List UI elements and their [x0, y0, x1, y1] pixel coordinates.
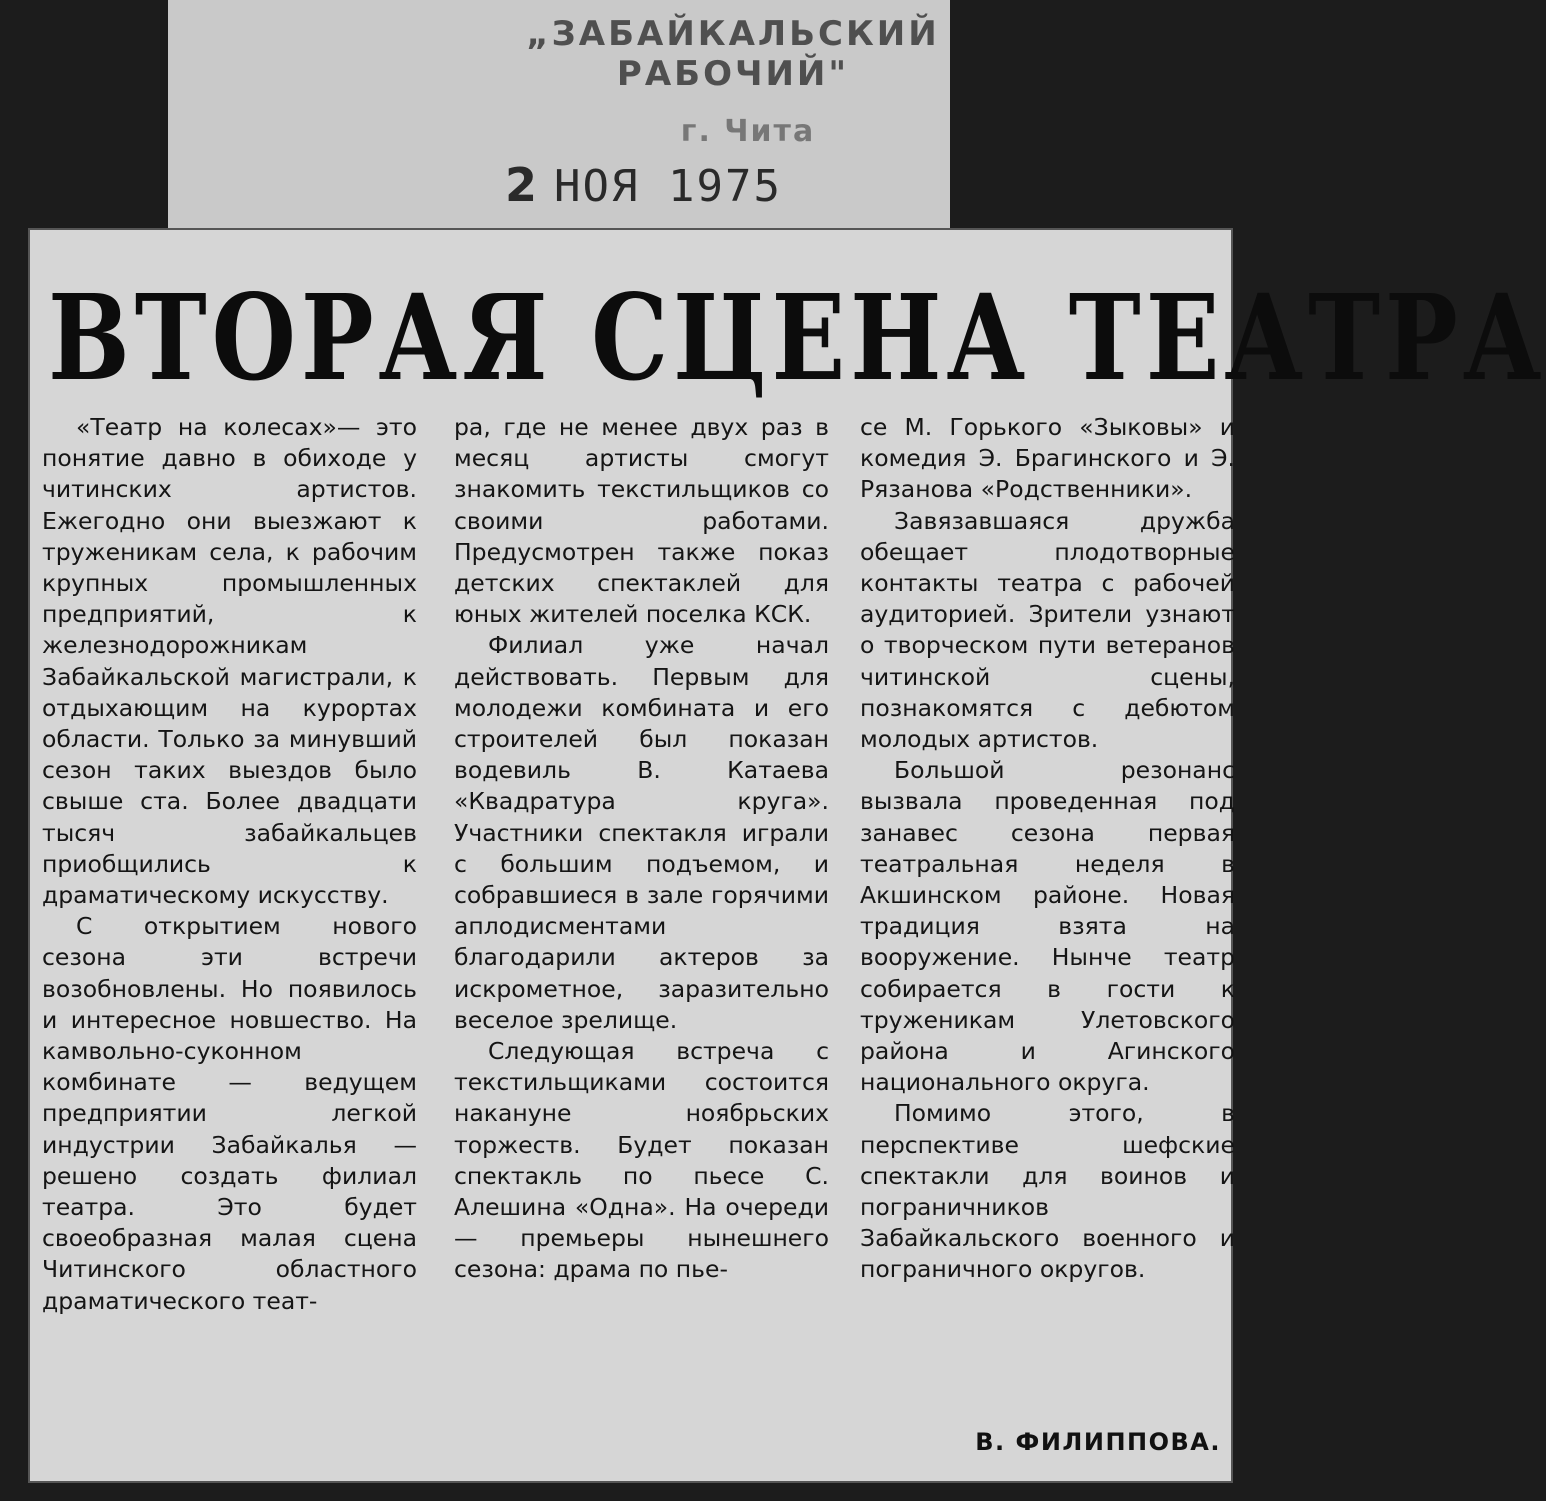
- article-paragraph-continued: ра, где не менее двух раз в месяц артисты смогут знакомить текстильщиков со своими работами. Предусмотрен также показ детских спектаклей для юных жителей поселка КСК.: [454, 413, 829, 629]
- newspaper-name: „ЗАБАЙКАЛЬСКИЙ РАБОЧИЙ": [526, 14, 940, 94]
- article-paragraph: Помимо этого, в перспективе шефские спектакли для воинов и пограничников Забайкальского военного и пограничного округов.: [860, 1099, 1235, 1284]
- article-headline: ВТОРАЯ СЦЕНА ТЕАТРА: [48, 268, 1546, 407]
- article-paragraph: Завязавшаяся дружба обещает плодотворные контакты театра с рабочей аудиторией. Зрители узнают о творческом пути ветеранов читинской сцены, познакомятся с дебютом молодых артистов.: [860, 506, 1235, 754]
- newspaper-stamp: [418, 14, 1018, 149]
- article-paragraph: Следующая встреча с текстильщиками состоится накануне ноябрьских торжеств. Будет показан спектакль по пьесе С. Алешина «Одна». На очереди — премьеры нынешнего сезона: драма по пье-: [454, 1037, 829, 1284]
- article-paragraph: Филиал уже начал действовать. Первым для молодежи комбината и его строителей был показан водевиль В. Катаева «Квадратура круга». Участники спектакля играли с большим подъемом, и собравшиеся в зале горячими аплодисментами благодарили актеров за искрометное, заразительно веселое зрелище.: [454, 631, 829, 1034]
- newspaper-clipping: [28, 228, 1546, 1483]
- archive-card: [168, 0, 950, 250]
- article-column-2: [454, 412, 829, 1286]
- newspaper-city: г. Чита: [680, 114, 816, 149]
- article-paragraph: С открытием нового сезона эти встречи возобновлены. Но появилось и интересное новшество. На камвольно-суконном комбинате — ведущем предприятии легкой индустрии Забайкалья — решено создать филиал театра. Это будет своеобразная малая сцена Читинского областного драматического теат-: [42, 912, 417, 1315]
- article-column-3: [860, 412, 1235, 1286]
- date-stamp-day: 2: [505, 158, 539, 212]
- article-byline: В. ФИЛИППОВА.: [975, 1428, 1221, 1456]
- article-paragraph-continued: се М. Горького «Зыковы» и комедия Э. Брагинского и Э. Рязанова «Родственники».: [860, 413, 1235, 504]
- date-stamp-month-year: НОЯ 1975: [554, 161, 782, 212]
- article-paragraph: Большой резонанс вызвала проведенная под занавес сезона первая театральная неделя в Акшинском районе. Новая традиция взята на вооружение. Нынче театр собирается в гости к труженикам Улетовского района и Агинского национального округа.: [860, 756, 1235, 1097]
- article-paragraph: «Театр на колесах»— это понятие давно в обиходе у читинских артистов. Ежегодно они выезжают к труженикам села, к рабочим крупных промышленных предприятий, к железнодорожникам Забайкальской магистрали, к отдыхающим на курортах области. Только за минувший сезон таких выездов было свыше ста. Более двадцати тысяч забайкальцев приобщились к драматическому искусству.: [42, 413, 417, 910]
- article-column-1: [42, 412, 417, 1317]
- date-stamp: [505, 158, 782, 212]
